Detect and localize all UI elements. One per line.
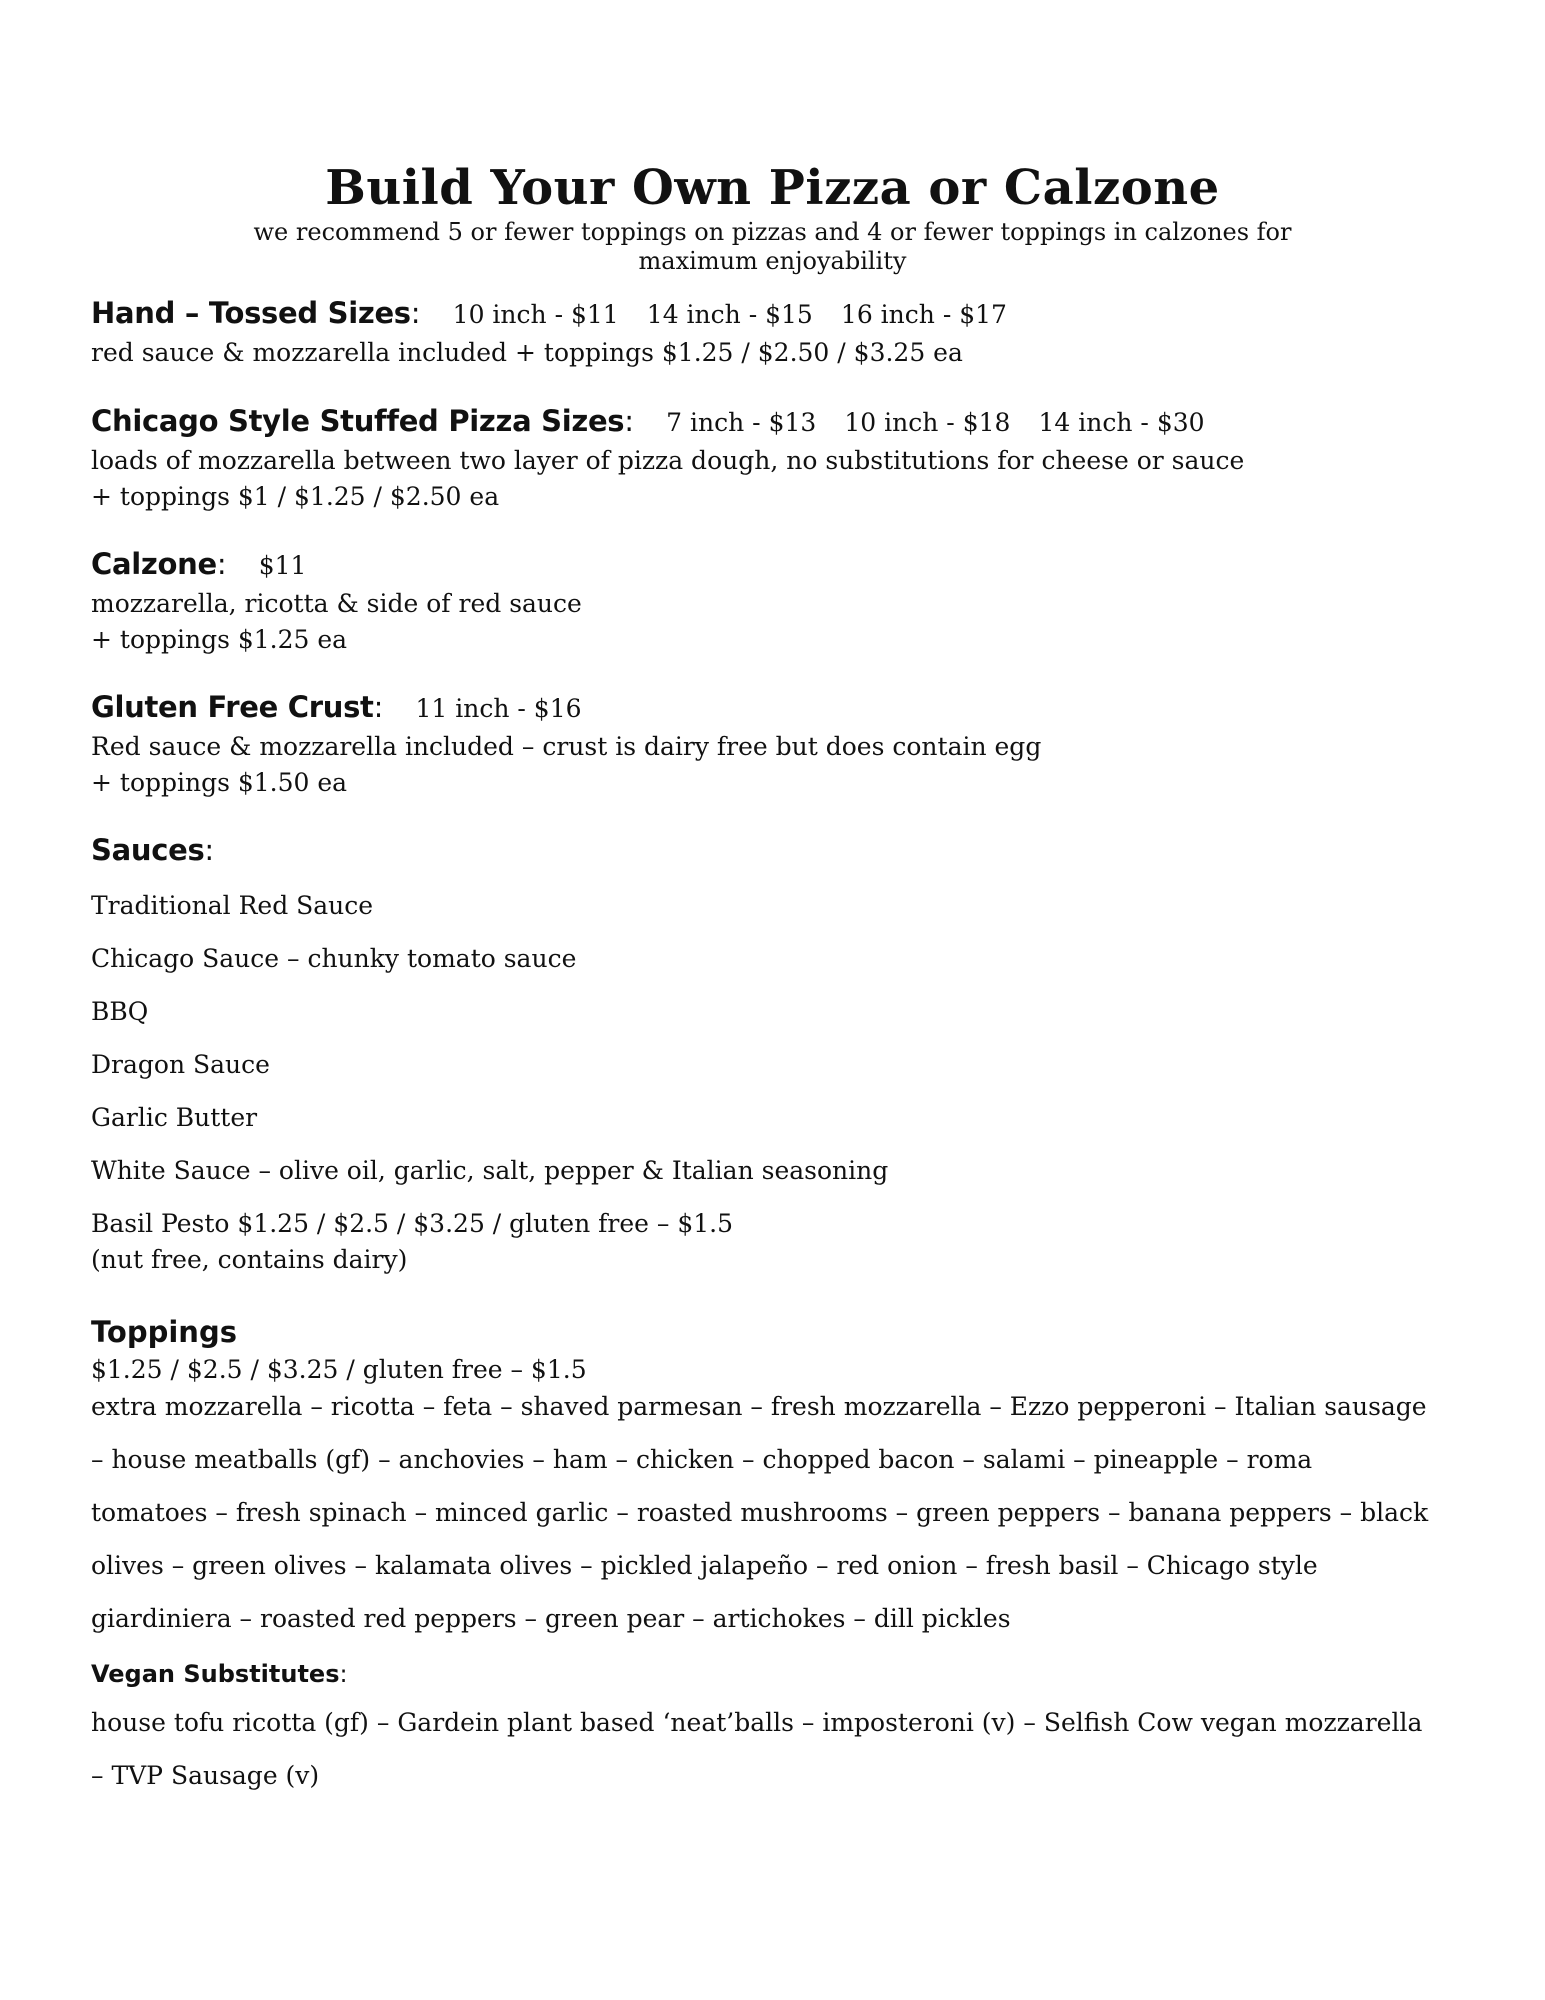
chicago-heading: Chicago Style Stuffed Pizza Sizes: [91, 404, 625, 438]
toppings-line: olives – green olives – kalamata olives – pickled jalapeño – red onion – fresh basil – Chicago style: [91, 1551, 1318, 1580]
toppings-line: extra mozzarella – ricotta – feta – shaved parmesan – fresh mozzarella – Ezzo pepperoni – Italian sausage: [91, 1392, 1427, 1421]
pesto-note: (nut free, contains dairy): [91, 1245, 408, 1274]
sauce-item: Dragon Sauce: [91, 1050, 270, 1079]
chicago-size: 14 inch - $30: [1038, 408, 1205, 437]
chicago-description: loads of mozzarella between two layer of pizza dough, no substitutions for cheese or sauce: [91, 446, 1245, 475]
toppings-line: tomatoes – fresh spinach – minced garlic – roasted mushrooms – green peppers – banana peppers – black: [91, 1498, 1429, 1527]
page-title: Build Your Own Pizza or Calzone: [325, 160, 1220, 216]
gluten-free-toppings-price: + toppings $1.50 ea: [91, 768, 348, 797]
chicago-size: 7 inch - $13: [666, 408, 817, 437]
sauces-section: Sauces: Traditional Red Sauce Chicago Sauce – chunky tomato sauce BBQ Dragon Sauce Garlic Butter White Sauce – olive oil, garlic, salt, pepper & Italian seasoning Basil Pesto $1.25 / $2.5 / $3.25 / gluten free – $1.5 (nut free, contains dairy): [91, 830, 1471, 1278]
calzone-heading: Calzone: [91, 547, 217, 581]
sauce-item: Traditional Red Sauce: [91, 891, 374, 920]
toppings-line: giardiniera – roasted red peppers – green pear – artichokes – dill pickles: [91, 1604, 1011, 1633]
toppings-section: [91, 1312, 1471, 1645]
sauce-item: White Sauce – olive oil, garlic, salt, pepper & Italian seasoning: [91, 1156, 889, 1185]
chicago-section: Chicago Style Stuffed Pizza Sizes: 7 inch - $13 10 inch - $18 14 inch - $30 loads of mozzarella between two layer of pizza dough, no substitutions for cheese or sauce + toppings $1 / $1.25 / $2.50 ea: [91, 401, 1471, 515]
hand-tossed-size: 10 inch - $11: [452, 300, 619, 329]
calzone-section: Calzone: $11 mozzarella, ricotta & side of red sauce + toppings $1.25 ea: [91, 544, 1471, 658]
sauce-item: Chicago Sauce – chunky tomato sauce: [91, 944, 577, 973]
vegan-line: house tofu ricotta (gf) – Gardein plant based ‘neat’balls – imposteroni (v) – Selfish Cow vegan mozzarella: [91, 1708, 1423, 1737]
toppings-list: [91, 1380, 1471, 1645]
hand-tossed-size: 16 inch - $17: [840, 300, 1007, 329]
sauce-list: [91, 888, 1471, 1242]
sauces-heading: Sauces: [91, 833, 205, 867]
calzone-toppings-price: + toppings $1.25 ea: [91, 625, 348, 654]
gluten-free-section: Gluten Free Crust: 11 inch - $16 Red sauce & mozzarella included – crust is dairy free but does contain egg + toppings $1.50 ea: [91, 687, 1471, 801]
gluten-free-heading: Gluten Free Crust: [91, 690, 374, 724]
gluten-free-price: 11 inch - $16: [415, 694, 582, 723]
calzone-description: mozzarella, ricotta & side of red sauce: [91, 589, 582, 618]
page-subtitle: we recommend 5 or fewer toppings on pizzas and 4 or fewer toppings in calzones for maximum enjoyability: [253, 218, 1292, 275]
vegan-heading: Vegan Substitutes: [91, 1660, 340, 1688]
toppings-heading: Toppings: [91, 1315, 237, 1349]
toppings-prices: $1.25 / $2.5 / $3.25 / gluten free – $1.5: [91, 1355, 587, 1384]
chicago-size: 10 inch - $18: [844, 408, 1011, 437]
toppings-line: – house meatballs (gf) – anchovies – ham – chicken – chopped bacon – salami – pineapple – roma: [91, 1445, 1313, 1474]
vegan-list: [91, 1696, 1471, 1802]
sauce-item: Basil Pesto $1.25 / $2.5 / $3.25 / gluten free – $1.5: [91, 1209, 734, 1238]
hand-tossed-size: 14 inch - $15: [646, 300, 813, 329]
hand-tossed-heading: Hand – Tossed Sizes: [91, 296, 411, 330]
chicago-toppings-price: + toppings $1 / $1.25 / $2.50 ea: [91, 482, 500, 511]
gluten-free-description: Red sauce & mozzarella included – crust is dairy free but does contain egg: [91, 732, 1042, 761]
vegan-section: Vegan Substitutes: house tofu ricotta (gf) – Gardein plant based ‘neat’balls – imposteroni (v) – Selfish Cow vegan mozzarella – TVP Sausage (v): [91, 1654, 1471, 1802]
hand-tossed-section: Hand – Tossed Sizes: 10 inch - $11 14 inch - $15 16 inch - $17 red sauce & mozzarella included + toppings $1.25 / $2.50 / $3.25 ea: [91, 293, 1471, 371]
sauce-item: Garlic Butter: [91, 1103, 258, 1132]
hand-tossed-description: red sauce & mozzarella included + toppings $1.25 / $2.50 / $3.25 ea: [91, 338, 963, 367]
calzone-price: $11: [258, 551, 307, 580]
vegan-line: – TVP Sausage (v): [91, 1761, 320, 1790]
sauce-item: BBQ: [91, 997, 149, 1026]
